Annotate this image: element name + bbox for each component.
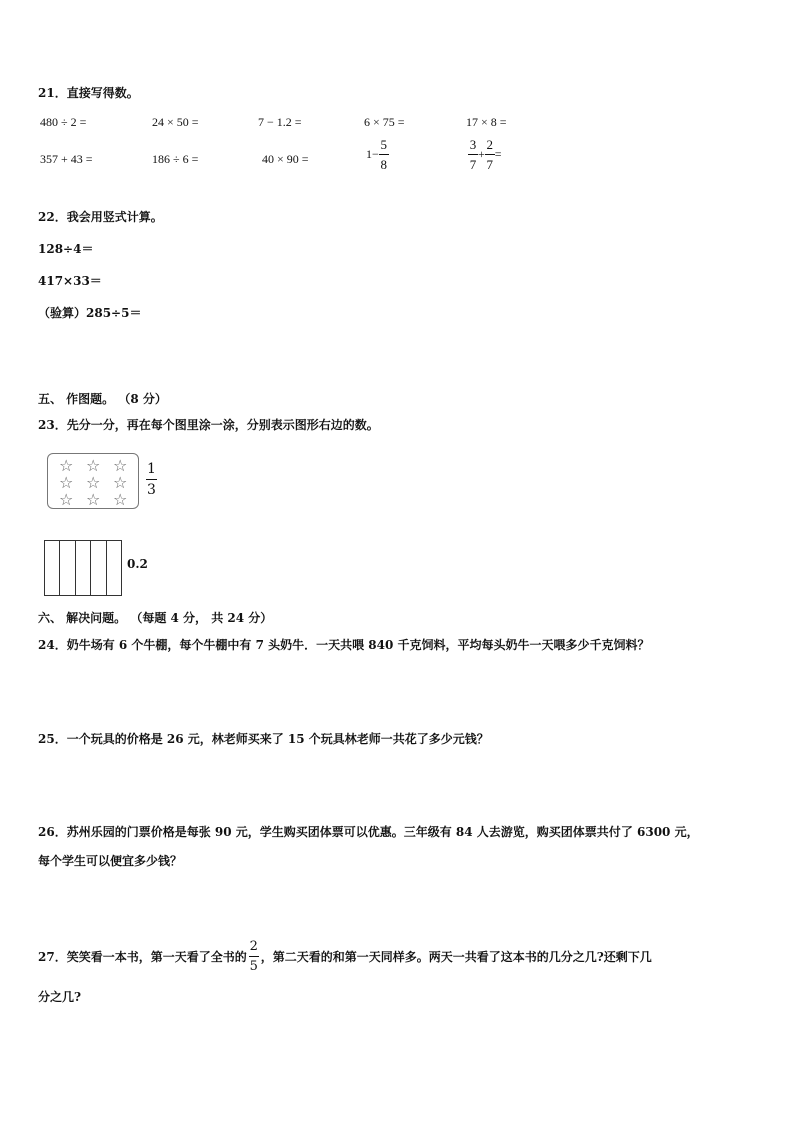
denominator: 3 (147, 482, 156, 498)
equals-sign: = (494, 147, 502, 161)
star-icon: ☆ (59, 490, 74, 509)
star-icon: ☆ (86, 473, 101, 492)
q26-line-2: 每个学生可以便宜多少钱？ (38, 854, 183, 868)
star-icon: ☆ (59, 456, 74, 475)
q21-row1-item-4: 6 × 75 = (364, 115, 405, 129)
q21-row2-item-1: 357 + 43 = (40, 152, 93, 166)
q27-line-2: 分之几? (38, 990, 82, 1004)
star-icon: ☆ (86, 456, 101, 475)
q27-text-before: 27．笑笑看一本书，第一天看了全书的 (38, 950, 247, 964)
star-icon: ☆ (113, 490, 128, 509)
q21-row2-item-3: 40 × 90 = (262, 152, 309, 166)
q21-row1-item-1: 480 ÷ 2 = (40, 115, 87, 129)
q21-row1-item-5: 17 × 8 = (466, 115, 507, 129)
q21-fraction-expression-1 (366, 138, 389, 171)
denominator: 7 (486, 157, 494, 172)
bar-value-label: 0.2 (127, 557, 148, 571)
denominator: 7 (469, 157, 477, 172)
q25-text: 25．一个玩具的价格是 26 元，林老师买来了 15 个玩具林老师一共花了多少元钱？ (38, 732, 489, 746)
q26-line-1: 26．苏州乐园的门票价格是每张 90 元，学生购买团体票可以优惠。三年级有 84 人去游览，购买团体票共付了 6300 元， (38, 825, 699, 839)
q21-row1-item-2: 24 × 50 = (152, 115, 199, 129)
bar-cell[interactable] (107, 541, 121, 595)
q27-line-1 (38, 940, 652, 973)
denominator: 5 (249, 959, 258, 974)
bar-cell[interactable] (76, 541, 91, 595)
numerator: 1 (147, 461, 156, 477)
q21-row1-item-3: 7 − 1.2 = (258, 115, 302, 129)
numerator: 2 (486, 137, 494, 152)
section-6-heading: 六、 解决问题。 （每题 4 分， 共 24 分） (38, 611, 273, 625)
numerator: 3 (469, 137, 477, 152)
bar-cell[interactable] (60, 541, 75, 595)
numerator: 2 (249, 939, 258, 954)
star-grid-box[interactable] (47, 453, 139, 509)
star-icon: ☆ (113, 456, 128, 475)
q21-row2-item-2: 186 ÷ 6 = (152, 152, 199, 166)
fraction-2-7 (485, 138, 495, 171)
plus-sign: + (478, 147, 485, 161)
q22-line-2: 417×33＝ (38, 274, 102, 288)
star-icon: ☆ (113, 473, 128, 492)
star-icon: ☆ (59, 473, 74, 492)
bar-cell[interactable] (45, 541, 60, 595)
q23-title: 23．先分一分，再在每个图里涂一涂，分别表示图形右边的数。 (38, 418, 379, 432)
q21-fraction-expression-2 (468, 138, 502, 171)
denominator: 8 (380, 157, 388, 172)
star-icon: ☆ (86, 490, 101, 509)
q22-line-1: 128÷4＝ (38, 242, 94, 256)
fraction-one-third (146, 462, 157, 497)
five-part-bar-figure[interactable] (44, 540, 122, 596)
section-5-heading: 五、 作图题。 （8 分） (38, 392, 167, 406)
q27-text-after: ，第二天看的和第一天同样多。两天一共看了这本书的几分之几?还剩下几 (260, 950, 652, 964)
q22-line-3: （验算）285÷5＝ (38, 306, 142, 320)
q22-title: 22．我会用竖式计算。 (38, 210, 163, 224)
numerator: 5 (380, 137, 388, 152)
bar-cell[interactable] (91, 541, 106, 595)
fraction-2-5 (249, 940, 259, 973)
frac-expr1-lead: 1− (366, 147, 379, 161)
q21-title: 21．直接写得数。 (38, 86, 139, 100)
fraction-5-8 (379, 138, 389, 171)
fraction-3-7 (468, 138, 478, 171)
q24-text: 24．奶牛场有 6 个牛棚，每个牛棚中有 7 头奶牛．一天共喂 840 千克饲料，平均每头奶牛一天喂多少千克饲料？ (38, 638, 650, 652)
